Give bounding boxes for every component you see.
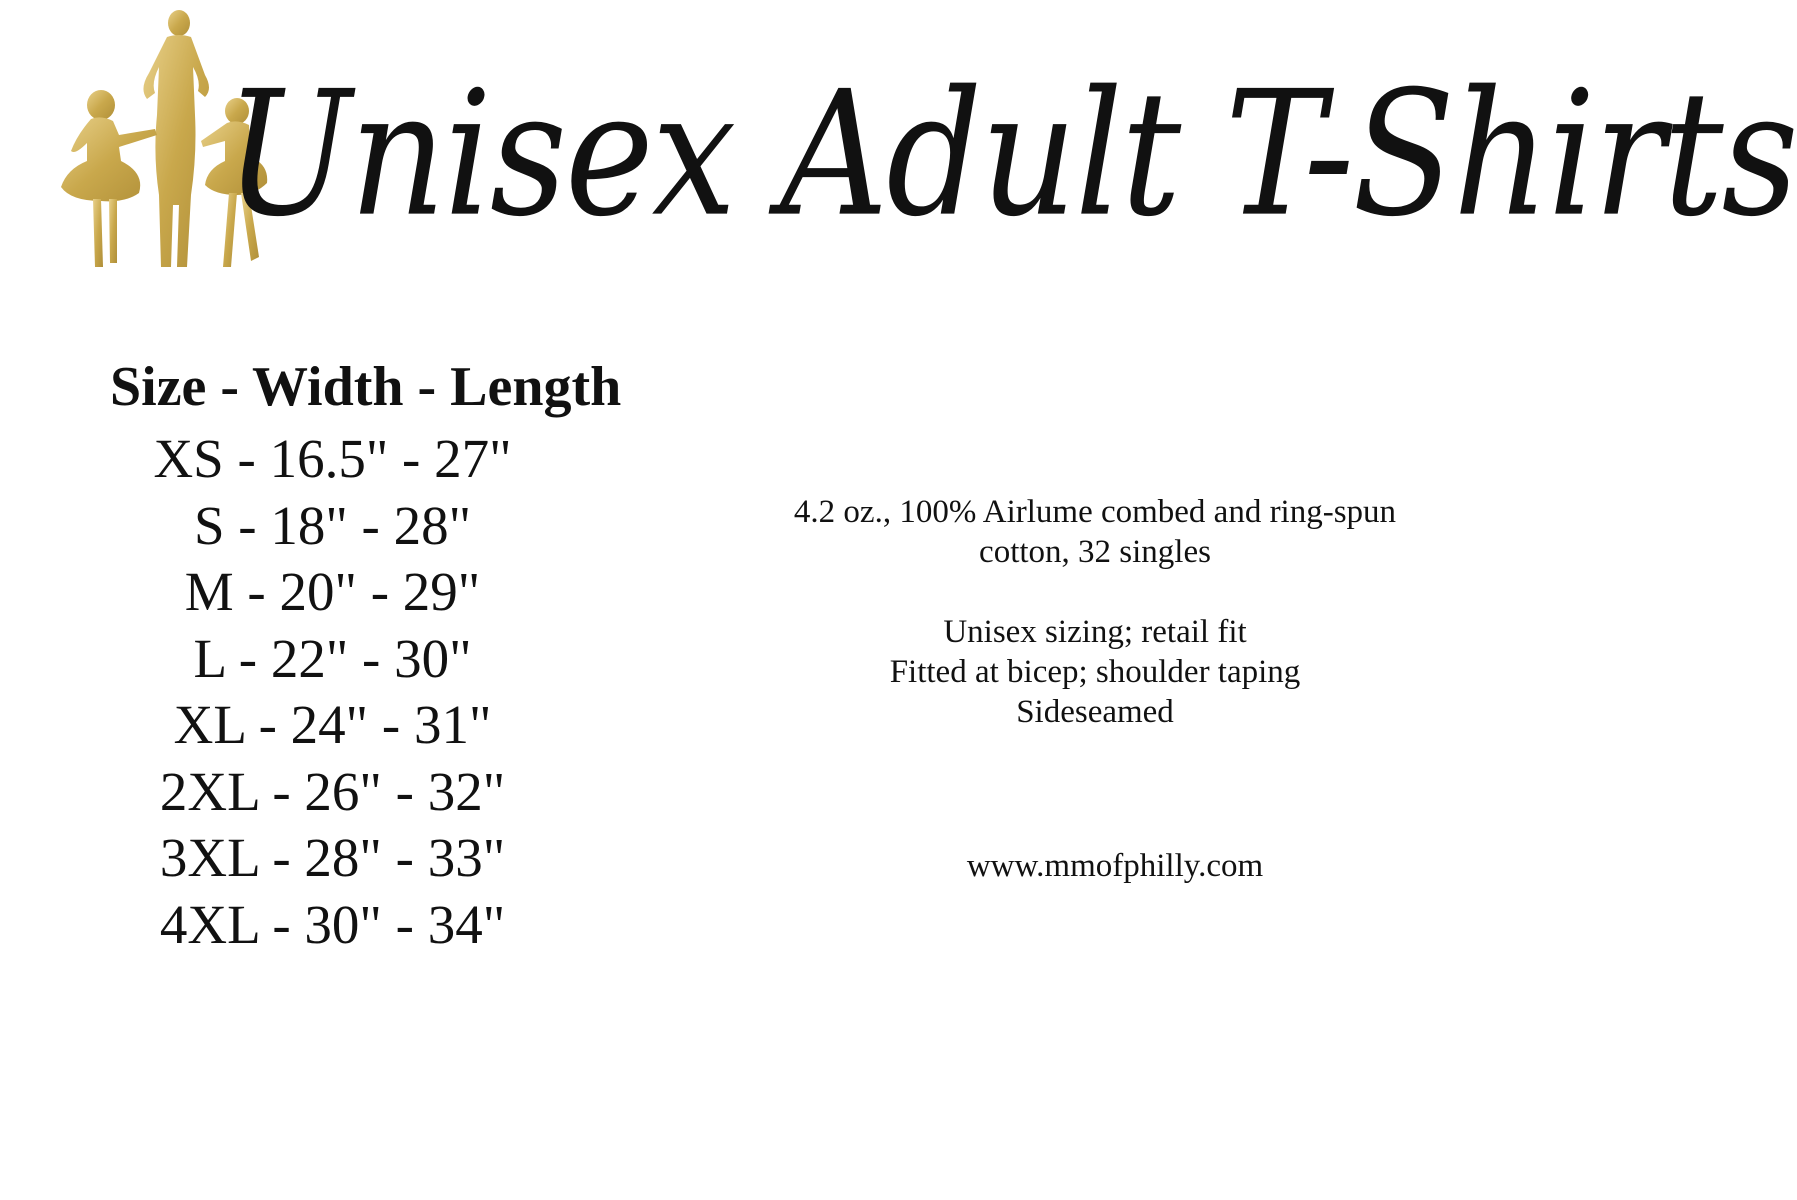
size-chart-header: Size - Width - Length: [110, 356, 622, 418]
product-details: [760, 492, 1430, 732]
page-title: Unisex Adult T-Shirts: [225, 54, 1797, 256]
feature-sizing: Unisex sizing; retail fit: [943, 614, 1247, 650]
feature-seams: Sideseamed: [1016, 694, 1174, 730]
size-row-l: L - 22" - 30": [193, 627, 472, 689]
website-url: www.mmofphilly.com: [966, 848, 1264, 884]
size-row-m: M - 20" - 29": [184, 561, 481, 622]
size-row-xs: XS - 16.5" - 27": [153, 428, 512, 489]
size-row-xl: XL - 24" - 31": [173, 694, 492, 755]
size-row-4xl: 4XL - 30" - 34": [159, 893, 506, 955]
size-row-2xl: 2XL - 26" - 32": [159, 760, 506, 822]
size-row-s: S - 18" - 28": [193, 494, 472, 556]
feature-fit: Fitted at bicep; shoulder taping: [889, 654, 1301, 690]
fabric-description: 4.2 oz., 100% Airlume combed and ring-spun cotton, 32 singles: [793, 494, 1397, 570]
size-row-3xl: 3XL - 28" - 33": [159, 827, 506, 888]
size-chart-list: [110, 426, 670, 958]
